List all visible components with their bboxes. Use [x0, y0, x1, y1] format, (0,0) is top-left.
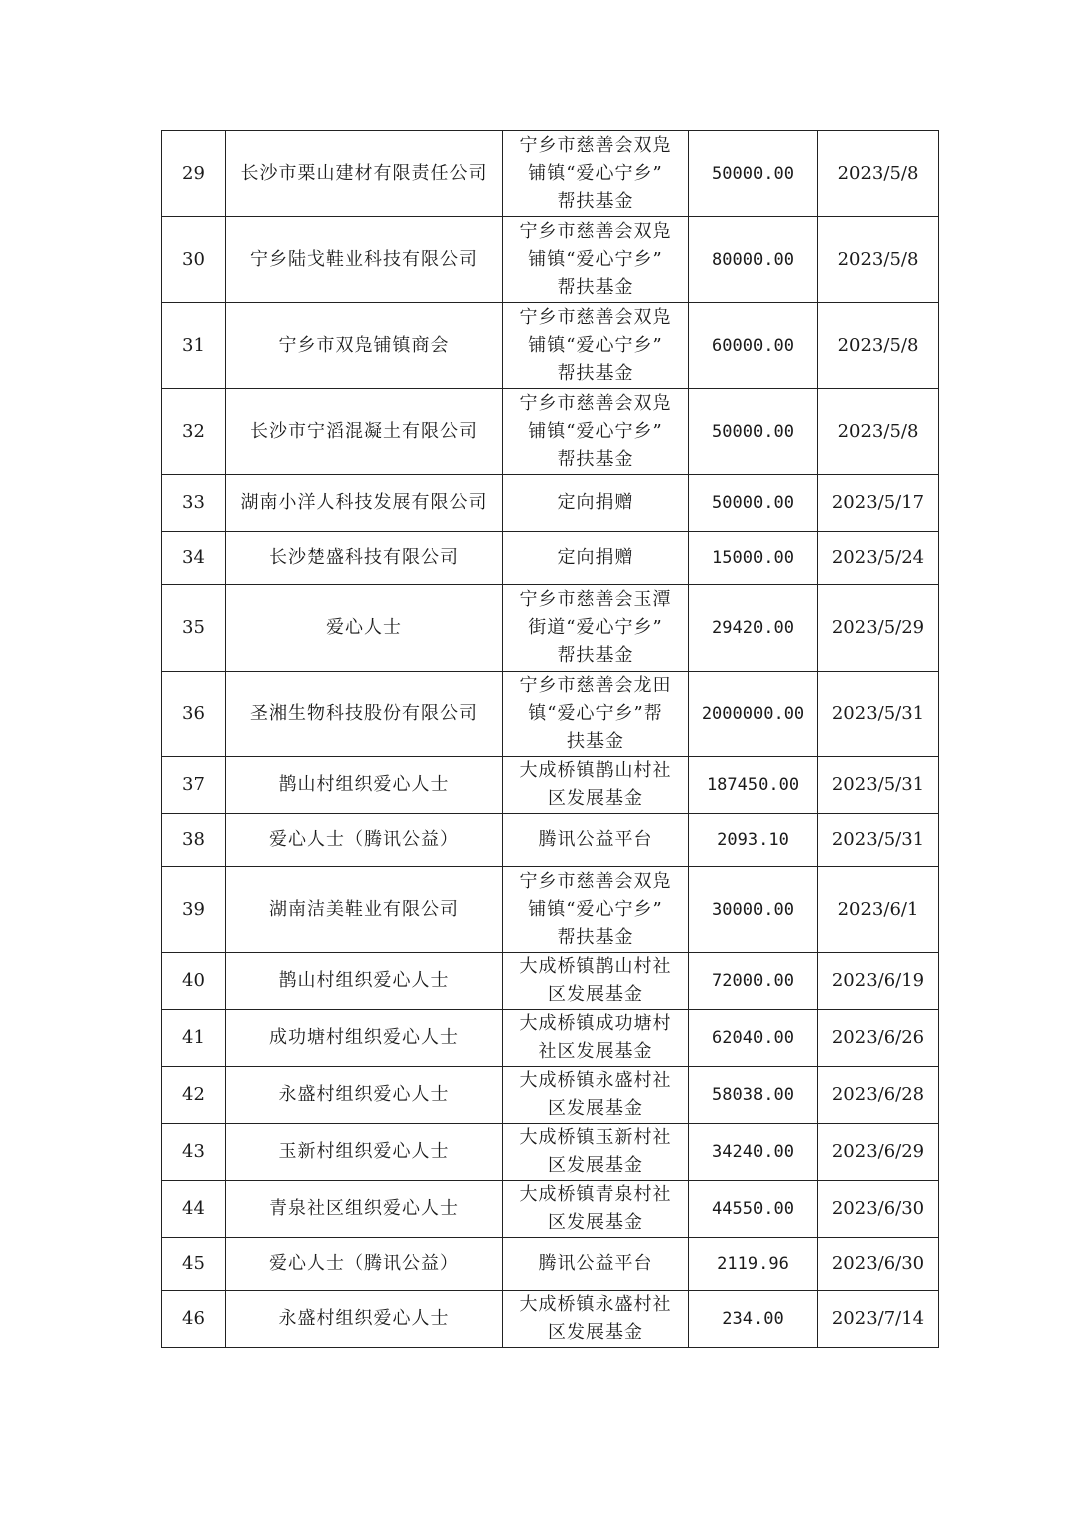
- fund-name-line: 腾讯公益平台: [538, 1253, 653, 1274]
- table-row: [162, 585, 939, 672]
- donor-name-cell: 玉新村组织爱心人士: [226, 1124, 503, 1181]
- fund-name-line: 大成桥镇永盛村社: [519, 1294, 672, 1315]
- donor-name-cell: 爱心人士（腾讯公益）: [226, 814, 503, 867]
- fund-name-cell: [503, 867, 689, 953]
- table-row: [162, 953, 939, 1010]
- date-cell: 2023/6/28: [818, 1067, 939, 1124]
- date-cell: 2023/5/24: [818, 532, 939, 585]
- fund-name-line: 区发展基金: [548, 1322, 643, 1343]
- fund-name-cell: [503, 1067, 689, 1124]
- donor-name-cell: 鹊山村组织爱心人士: [226, 757, 503, 814]
- fund-name-cell: [503, 1181, 689, 1238]
- table-row: [162, 814, 939, 867]
- amount-cell: 15000.00: [689, 532, 818, 585]
- row-number-cell: 30: [162, 217, 226, 303]
- row-number-cell: 46: [162, 1291, 226, 1348]
- row-number-cell: 45: [162, 1238, 226, 1291]
- fund-name-line: 铺镇“爱心宁乡”: [528, 898, 663, 920]
- fund-name-line: 帮扶基金: [557, 362, 634, 384]
- fund-name-line: 帮扶基金: [557, 448, 634, 470]
- amount-cell: 44550.00: [689, 1181, 818, 1238]
- row-number-cell: 39: [162, 867, 226, 953]
- table-row: [162, 1238, 939, 1291]
- row-number-cell: 44: [162, 1181, 226, 1238]
- fund-name-cell: [503, 672, 689, 757]
- date-cell: 2023/6/1: [818, 867, 939, 953]
- donor-name-cell: 湖南洁美鞋业有限公司: [226, 867, 503, 953]
- date-cell: 2023/5/29: [818, 585, 939, 672]
- donor-name-cell: 湖南小洋人科技发展有限公司: [226, 475, 503, 532]
- row-number-cell: 32: [162, 389, 226, 475]
- donor-name-cell: 成功塘村组织爱心人士: [226, 1010, 503, 1067]
- fund-name-line: 帮扶基金: [557, 190, 634, 212]
- fund-name-cell: [503, 757, 689, 814]
- fund-name-line: 宁乡市慈善会龙田: [519, 675, 672, 696]
- donor-name-cell: 鹊山村组织爱心人士: [226, 953, 503, 1010]
- row-number-cell: 31: [162, 303, 226, 389]
- row-number-cell: 35: [162, 585, 226, 672]
- amount-cell: 187450.00: [689, 757, 818, 814]
- amount-cell: 62040.00: [689, 1010, 818, 1067]
- donation-table: [161, 130, 939, 1348]
- table-row: [162, 1067, 939, 1124]
- donor-name-cell: 长沙市栗山建材有限责任公司: [226, 131, 503, 217]
- fund-name-line: 大成桥镇鹊山村社: [519, 956, 672, 977]
- fund-name-line: 铺镇“爱心宁乡”: [528, 420, 663, 442]
- amount-cell: 50000.00: [689, 389, 818, 475]
- table-row: [162, 757, 939, 814]
- table-row: [162, 1010, 939, 1067]
- fund-name-line: 社区发展基金: [538, 1041, 653, 1062]
- fund-name-line: 帮扶基金: [557, 926, 634, 948]
- fund-name-cell: [503, 1010, 689, 1067]
- donation-table-body: [162, 131, 939, 1348]
- fund-name-line: 大成桥镇青泉村社: [519, 1184, 672, 1205]
- amount-cell: 60000.00: [689, 303, 818, 389]
- date-cell: 2023/5/31: [818, 757, 939, 814]
- date-cell: 2023/5/8: [818, 217, 939, 303]
- fund-name-line: 镇“爱心宁乡”帮: [528, 703, 663, 724]
- fund-name-cell: [503, 131, 689, 217]
- fund-name-line: 宁乡市慈善会双凫: [519, 134, 672, 156]
- amount-cell: 29420.00: [689, 585, 818, 672]
- fund-name-line: 铺镇“爱心宁乡”: [528, 162, 663, 184]
- fund-name-line: 帮扶基金: [557, 276, 634, 298]
- donor-name-cell: 永盛村组织爱心人士: [226, 1291, 503, 1348]
- amount-cell: 50000.00: [689, 131, 818, 217]
- amount-cell: 2093.10: [689, 814, 818, 867]
- fund-name-line: 铺镇“爱心宁乡”: [528, 334, 663, 356]
- row-number-cell: 43: [162, 1124, 226, 1181]
- table-row: [162, 867, 939, 953]
- fund-name-cell: [503, 1124, 689, 1181]
- fund-name-cell: [503, 1291, 689, 1348]
- donor-name-cell: 宁乡陆戈鞋业科技有限公司: [226, 217, 503, 303]
- fund-name-cell: [503, 585, 689, 672]
- fund-name-cell: [503, 475, 689, 532]
- row-number-cell: 29: [162, 131, 226, 217]
- fund-name-cell: [503, 217, 689, 303]
- amount-cell: 234.00: [689, 1291, 818, 1348]
- amount-cell: 2119.96: [689, 1238, 818, 1291]
- donor-name-cell: 宁乡市双凫铺镇商会: [226, 303, 503, 389]
- table-row: [162, 1124, 939, 1181]
- fund-name-cell: [503, 389, 689, 475]
- amount-cell: 2000000.00: [689, 672, 818, 757]
- fund-name-line: 腾讯公益平台: [538, 829, 653, 850]
- date-cell: 2023/5/31: [818, 814, 939, 867]
- fund-name-line: 宁乡市慈善会玉潭: [519, 589, 672, 610]
- fund-name-cell: [503, 1238, 689, 1291]
- fund-name-line: 区发展基金: [548, 1212, 643, 1233]
- row-number-cell: 41: [162, 1010, 226, 1067]
- row-number-cell: 42: [162, 1067, 226, 1124]
- donor-name-cell: 圣湘生物科技股份有限公司: [226, 672, 503, 757]
- fund-name-line: 定向捐赠: [557, 492, 634, 513]
- fund-name-line: 宁乡市慈善会双凫: [519, 870, 672, 892]
- fund-name-line: 区发展基金: [548, 984, 643, 1005]
- row-number-cell: 36: [162, 672, 226, 757]
- fund-name-line: 大成桥镇永盛村社: [519, 1070, 672, 1091]
- fund-name-cell: [503, 532, 689, 585]
- table-row: [162, 1181, 939, 1238]
- fund-name-line: 铺镇“爱心宁乡”: [528, 248, 663, 270]
- row-number-cell: 38: [162, 814, 226, 867]
- table-row: [162, 389, 939, 475]
- fund-name-cell: [503, 303, 689, 389]
- date-cell: 2023/5/8: [818, 131, 939, 217]
- fund-name-line: 区发展基金: [548, 788, 643, 809]
- amount-cell: 80000.00: [689, 217, 818, 303]
- date-cell: 2023/5/8: [818, 303, 939, 389]
- amount-cell: 34240.00: [689, 1124, 818, 1181]
- fund-name-line: 区发展基金: [548, 1155, 643, 1176]
- amount-cell: 50000.00: [689, 475, 818, 532]
- table-row: [162, 1291, 939, 1348]
- row-number-cell: 40: [162, 953, 226, 1010]
- fund-name-line: 扶基金: [567, 731, 624, 752]
- amount-cell: 30000.00: [689, 867, 818, 953]
- fund-name-line: 大成桥镇玉新村社: [519, 1127, 672, 1148]
- donor-name-cell: 长沙楚盛科技有限公司: [226, 532, 503, 585]
- donor-name-cell: 长沙市宁滔混凝土有限公司: [226, 389, 503, 475]
- fund-name-cell: [503, 953, 689, 1010]
- date-cell: 2023/5/8: [818, 389, 939, 475]
- fund-name-line: 街道“爱心宁乡”: [528, 617, 663, 638]
- date-cell: 2023/7/14: [818, 1291, 939, 1348]
- fund-name-line: 大成桥镇鹊山村社: [519, 760, 672, 781]
- date-cell: 2023/6/29: [818, 1124, 939, 1181]
- date-cell: 2023/6/30: [818, 1181, 939, 1238]
- fund-name-line: 区发展基金: [548, 1098, 643, 1119]
- table-row: [162, 532, 939, 585]
- date-cell: 2023/6/19: [818, 953, 939, 1010]
- fund-name-cell: [503, 814, 689, 867]
- row-number-cell: 34: [162, 532, 226, 585]
- fund-name-line: 宁乡市慈善会双凫: [519, 392, 672, 414]
- donor-name-cell: 爱心人士: [226, 585, 503, 672]
- table-row: [162, 131, 939, 217]
- date-cell: 2023/6/30: [818, 1238, 939, 1291]
- row-number-cell: 37: [162, 757, 226, 814]
- fund-name-line: 定向捐赠: [557, 547, 634, 568]
- fund-name-line: 帮扶基金: [557, 645, 634, 666]
- table-row: [162, 475, 939, 532]
- donor-name-cell: 爱心人士（腾讯公益）: [226, 1238, 503, 1291]
- donor-name-cell: 青泉社区组织爱心人士: [226, 1181, 503, 1238]
- amount-cell: 72000.00: [689, 953, 818, 1010]
- table-row: [162, 217, 939, 303]
- fund-name-line: 大成桥镇成功塘村: [519, 1013, 672, 1034]
- fund-name-line: 宁乡市慈善会双凫: [519, 220, 672, 242]
- row-number-cell: 33: [162, 475, 226, 532]
- fund-name-line: 宁乡市慈善会双凫: [519, 306, 672, 328]
- date-cell: 2023/6/26: [818, 1010, 939, 1067]
- table-row: [162, 303, 939, 389]
- amount-cell: 58038.00: [689, 1067, 818, 1124]
- date-cell: 2023/5/17: [818, 475, 939, 532]
- date-cell: 2023/5/31: [818, 672, 939, 757]
- table-row: [162, 672, 939, 757]
- donor-name-cell: 永盛村组织爱心人士: [226, 1067, 503, 1124]
